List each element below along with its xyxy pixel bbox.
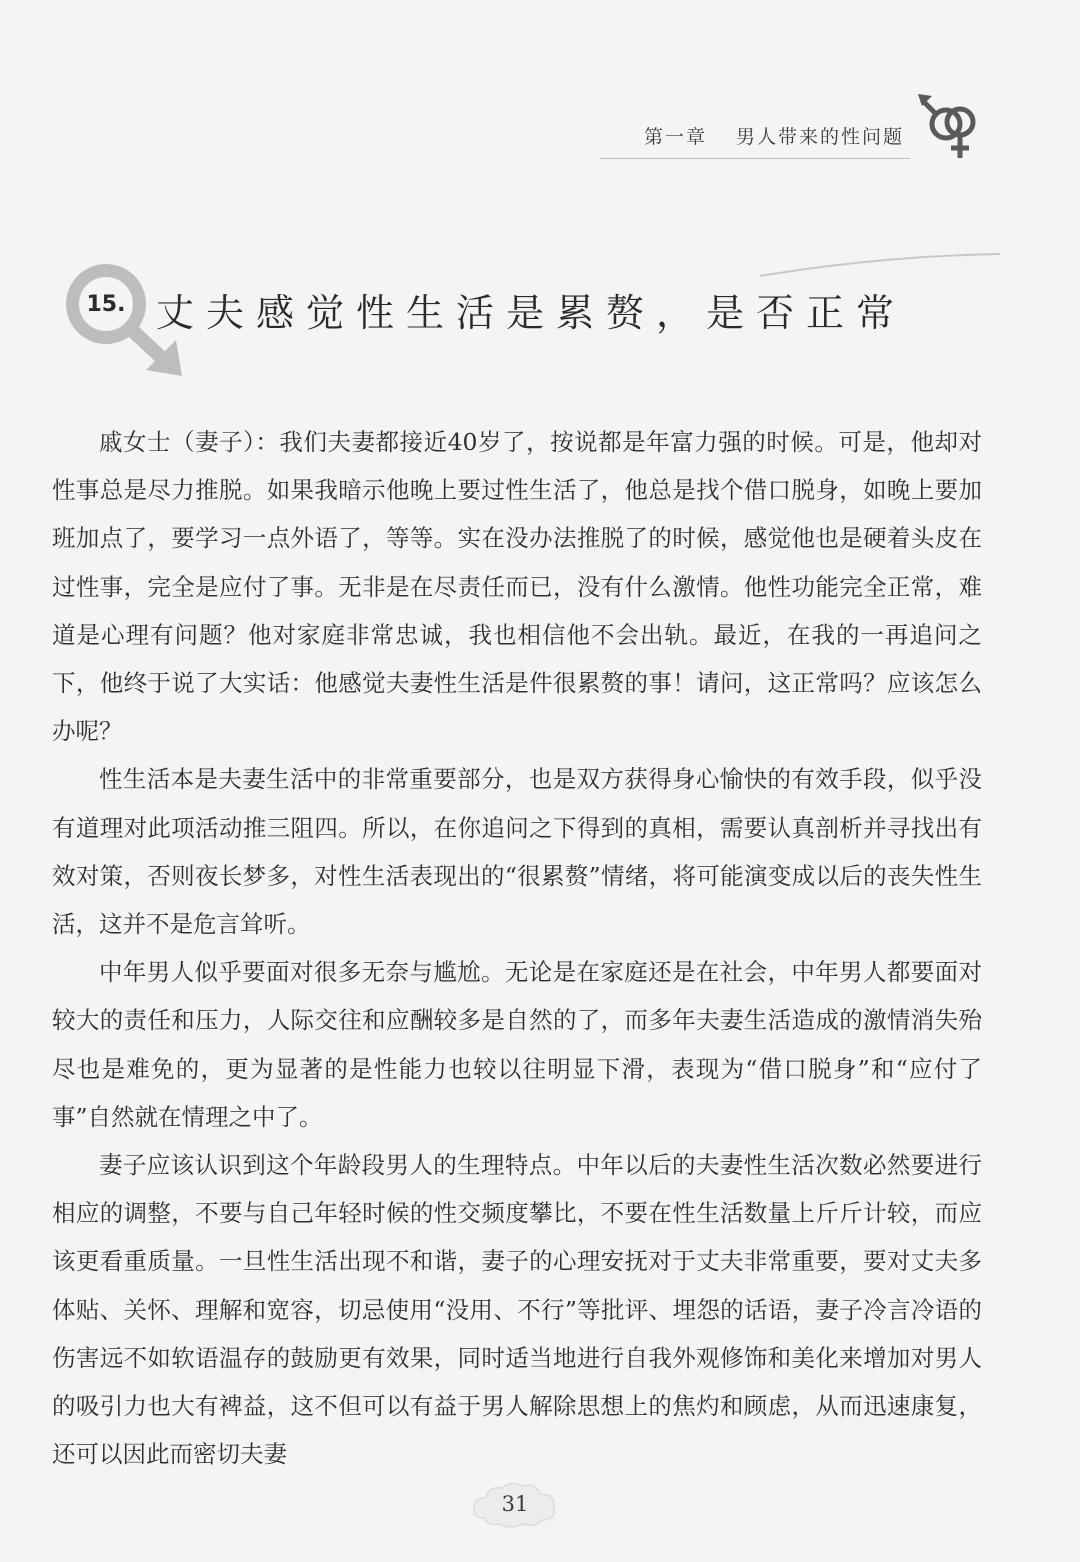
page-number: 31 bbox=[501, 1492, 529, 1516]
decorative-swoosh bbox=[760, 252, 1000, 282]
section-heading bbox=[60, 252, 1040, 382]
header-chapter: 第一章 bbox=[644, 126, 708, 148]
paragraph: 性生活本是夫妻生活中的非常重要部分，也是双方获得身心愉快的有效手段，似乎没有道理对此项活动推三阻四。所以，在你追问之下得到的真相，需要认真剖析并寻找出有效对策，否则夜长梦多，对性生活表现出的“很累赘”情绪，将可能演变成以后的丧失性生活，这并不是危言耸听。 bbox=[52, 765, 982, 939]
page-number-badge bbox=[470, 1478, 560, 1532]
header-title: 男人带来的性问题 bbox=[736, 126, 905, 148]
paragraph: 妻子应该认识到这个年龄段男人的生理特点。中年以后的夫妻性生活次数必然要进行相应的调整，不要与自己年轻时候的性交频度攀比，不要在性生活数量上斤斤计较，而应该更看重质量。一旦性生活出现不和谐，妻子的心理安抚对于丈夫非常重要，要对丈夫多体贴、关怀、理解和宽容，切忌使用“没用、不行”等批评、埋怨的话语，妻子冷言冷语的伤害远不如软语温存的鼓励更有效果，同时适当地进行自我外观修饰和美化来增加对男人的吸引力也大有裨益，这不但可以有益于男人解除思想上的焦灼和顾虑，从而迅速康复，还可以因此而密切夫妻 bbox=[52, 1151, 982, 1469]
paragraph: 中年男人似乎要面对很多无奈与尴尬。无论是在家庭还是在社会，中年男人都要面对较大的责任和压力，人际交往和应酬较多是自然的了，而多年夫妻生活造成的激情消失殆尽也是难免的，更为显著的是性能力也较以往明显下滑，表现为“借口脱身”和“应付了事”自然就在情理之中了。 bbox=[52, 958, 982, 1131]
male-female-symbol-icon bbox=[918, 90, 988, 162]
article-body bbox=[52, 418, 982, 1478]
heading-number: 15. bbox=[86, 292, 126, 317]
heading-title: 丈夫感觉性生活是累赘，是否正常 bbox=[156, 291, 907, 335]
paragraph: 戚女士（妻子）：我们夫妻都接近40岁了，按说都是年富力强的时候。可是，他却对性事总是尽力推脱。如果我暗示他晚上要过性生活了，他总是找个借口脱身，如晚上要加班加点了，要学习一点外语了，等等。实在没办法推脱了的时候，感觉他也是硬着头皮在过性事，完全是应付了事。无非是在尽责任而已，没有什么激情。他性功能完全正常，难道是心理有问题？他对家庭非常忠诚，我也相信他不会出轨。最近，在我的一再追问之下，他终于说了大实话：他感觉夫妻性生活是件很累赘的事！请问，这正常吗？应该怎么办呢？ bbox=[52, 428, 982, 746]
header-rule bbox=[600, 158, 910, 159]
running-header bbox=[600, 110, 920, 150]
